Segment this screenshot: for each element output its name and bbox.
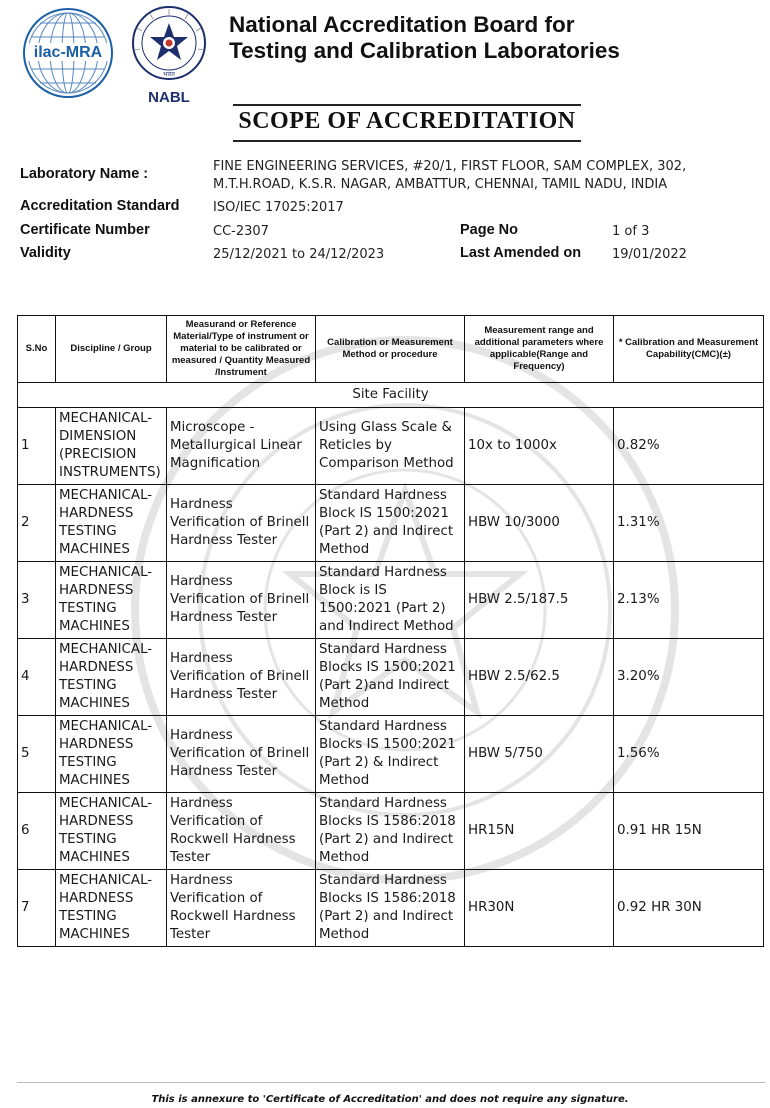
nabl-logo-text: NABL [148,89,190,106]
page-no-value: 1 of 3 [612,224,650,239]
page-no-label: Page No [460,222,519,238]
cell-method: Standard Hardness Blocks IS 1586:2018 (Part 2) and Indirect Method [316,793,465,870]
table-row [18,485,764,562]
cell-cmc: 0.82% [614,408,764,485]
cell-sno: 3 [18,562,56,639]
table-row [18,562,764,639]
cert-number-value: CC-2307 [213,224,269,239]
cell-discipline: MECHANICAL- HARDNESS TESTING MACHINES [56,870,167,947]
cell-sno: 5 [18,716,56,793]
footer-note: This is annexure to 'Certificate of Accreditation' and does not require any signature. [151,1094,629,1105]
cell-range: HBW 5/750 [465,716,614,793]
cell-discipline: MECHANICAL- HARDNESS TESTING MACHINES [56,793,167,870]
cell-method: Standard Hardness Block IS 1500:2021 (Part 2) and Indirect Method [316,485,465,562]
ilac-mra-logo [20,5,116,101]
validity-label: Validity [20,245,71,261]
cell-measurand: Hardness Verification of Brinell Hardness Tester [167,639,316,716]
table-row [18,408,764,485]
cell-discipline: MECHANICAL- HARDNESS TESTING MACHINES [56,639,167,716]
header-discipline: Discipline / Group [56,316,167,383]
cell-range: HR15N [465,793,614,870]
cell-cmc: 0.91 HR 15N [614,793,764,870]
section-row-site-facility [18,383,764,408]
cell-sno: 7 [18,870,56,947]
cell-cmc: 2.13% [614,562,764,639]
section-label: Site Facility [18,383,764,408]
scope-title: SCOPE OF ACCREDITATION [238,108,576,134]
lab-name-label: Laboratory Name : [20,166,149,182]
table-header-row [18,316,764,383]
lab-name-line1: FINE ENGINEERING SERVICES, #20/1, FIRST FLOOR, SAM COMPLEX, 302, [213,159,687,174]
standard-label: Accreditation Standard [20,198,180,214]
last-amended-label: Last Amended on [460,245,582,261]
lab-name-line2: M.T.H.ROAD, K.S.R. NAGAR, AMBATTUR, CHENNAI, TAMIL NADU, INDIA [213,177,668,192]
org-title [229,12,749,64]
cell-sno: 6 [18,793,56,870]
table-row [18,793,764,870]
cell-discipline: MECHANICAL- HARDNESS TESTING MACHINES [56,716,167,793]
cell-cmc: 1.56% [614,716,764,793]
cell-range: HBW 2.5/187.5 [465,562,614,639]
cell-range: HBW 10/3000 [465,485,614,562]
cell-discipline: MECHANICAL- HARDNESS TESTING MACHINES [56,485,167,562]
cell-discipline: MECHANICAL- DIMENSION (PRECISION INSTRUMENTS) [56,408,167,485]
header-range: Measurement range and additional parameters where applicable(Range and Frequency) [465,316,614,383]
org-title-line1: National Accreditation Board for [229,12,575,37]
cell-method: Standard Hardness Blocks IS 1586:2018 (Part 2) and Indirect Method [316,870,465,947]
cell-range: 10x to 1000x [465,408,614,485]
cell-cmc: 3.20% [614,639,764,716]
cell-measurand: Hardness Verification of Brinell Hardness Tester [167,485,316,562]
last-amended-value: 19/01/2022 [612,247,687,262]
cell-method: Standard Hardness Blocks IS 1500:2021 (Part 2) & Indirect Method [316,716,465,793]
org-title-line2: Testing and Calibration Laboratories [229,38,620,63]
cell-method: Standard Hardness Block is IS 1500:2021 (Part 2) and Indirect Method [316,562,465,639]
cell-sno: 1 [18,408,56,485]
nabl-logo-small-text: भारत [163,71,175,78]
cell-measurand: Hardness Verification of Rockwell Hardness Tester [167,870,316,947]
cell-measurand: Hardness Verification of Rockwell Hardness Tester [167,793,316,870]
cell-method: Using Glass Scale & Reticles by Comparison Method [316,408,465,485]
lab-name-value [213,158,753,194]
ilac-logo-text: ilac-MRA [33,44,103,61]
cert-number-label: Certificate Number [20,222,150,238]
cell-cmc: 0.92 HR 30N [614,870,764,947]
cell-measurand: Microscope - Metallurgical Linear Magnification [167,408,316,485]
cell-cmc: 1.31% [614,485,764,562]
cell-sno: 2 [18,485,56,562]
cell-measurand: Hardness Verification of Brinell Hardness Tester [167,562,316,639]
header-method: Calibration or Measurement Method or procedure [316,316,465,383]
validity-value: 25/12/2021 to 24/12/2023 [213,247,385,262]
scope-table [17,315,764,947]
cell-method: Standard Hardness Blocks IS 1500:2021 (Part 2)and Indirect Method [316,639,465,716]
header-sno: S.No [18,316,56,383]
nabl-logo [128,4,210,106]
footer-divider [17,1082,765,1083]
table-row [18,870,764,947]
cell-range: HBW 2.5/62.5 [465,639,614,716]
cell-discipline: MECHANICAL- HARDNESS TESTING MACHINES [56,562,167,639]
cell-sno: 4 [18,639,56,716]
header-cmc: * Calibration and Measurement Capability(CMC)(±) [614,316,764,383]
table-row [18,639,764,716]
standard-value: ISO/IEC 17025:2017 [213,200,344,215]
cell-range: HR30N [465,870,614,947]
cell-measurand: Hardness Verification of Brinell Hardness Tester [167,716,316,793]
table-row [18,716,764,793]
header-measurand: Measurand or Reference Material/Type of instrument or material to be calibrated or measured / Quantity Measured /Instrument [167,316,316,383]
